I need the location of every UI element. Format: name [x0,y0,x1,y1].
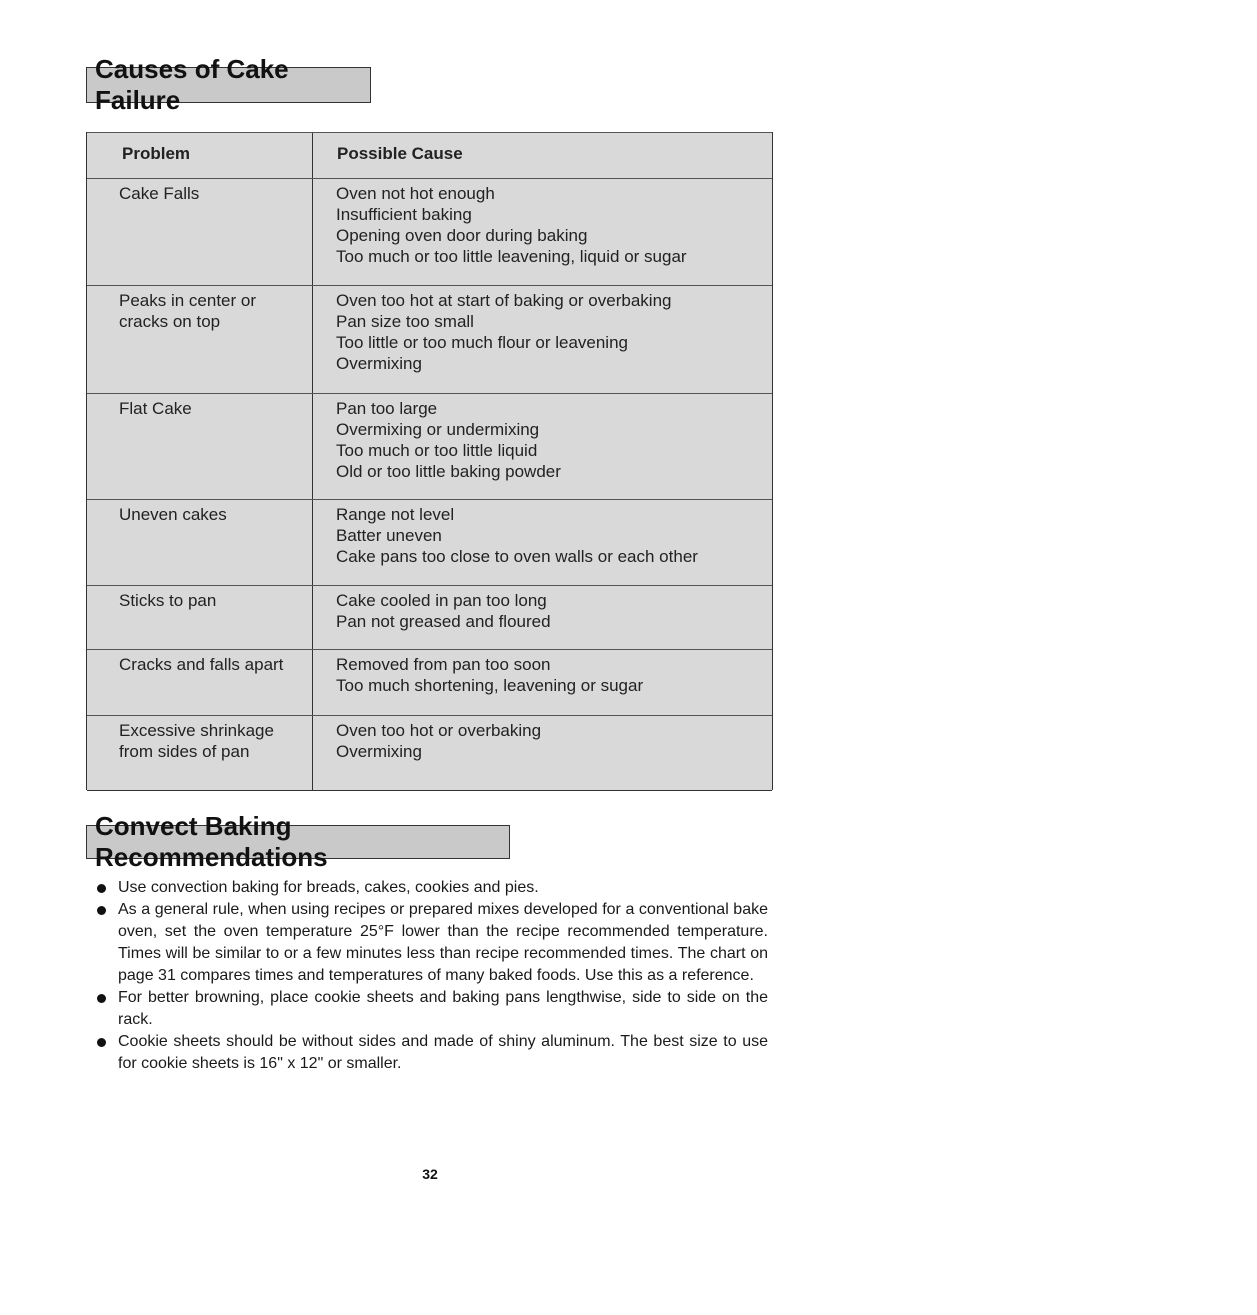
cause-cell [336,590,764,632]
cause-line: Batter uneven [336,526,442,545]
cause-line: Old or too little baking powder [336,462,561,481]
recommendation-text: For better browning, place cookie sheets and baking pans lengthwise, side to side on the rack. [118,989,768,1028]
cause-line: Overmixing [336,742,422,761]
cause-cell [336,654,764,696]
problem-cell: Cake Falls [119,184,200,203]
problem-cell: Excessive shrinkage from sides of pan [119,721,274,761]
cause-line: Oven not hot enough [336,184,495,203]
list-item [96,899,768,987]
cause-line: Opening oven door during baking [336,226,588,245]
page-number: 32 [422,1166,438,1182]
cause-cell [336,504,764,567]
table-row [87,585,772,650]
list-item [96,877,768,899]
cause-line: Overmixing or undermixing [336,420,540,439]
bullet-icon [97,994,106,1003]
cause-cell [336,398,764,482]
cause-line: Too much or too little leavening, liquid or sugar [336,247,687,266]
cause-line: Oven too hot or overbaking [336,721,542,740]
table-row [87,649,772,716]
cause-line: Cake pans too close to oven walls or each other [336,547,698,566]
table-row [87,285,772,394]
header-problem: Problem [122,144,191,163]
cause-cell [336,183,764,267]
list-item [96,1031,768,1075]
recommendations-list [96,877,768,1075]
cause-cell [336,290,764,374]
recommendation-text: As a general rule, when using recipes or prepared mixes developed for a conventional bake oven, set the oven temperature 25°F lower than the recipe recommended temperature. Times will be similar to or a few minutes less than recipe recommended times. The chart on page 31 compares times and temperatures of many baked foods. Use this as a reference. [118,901,768,984]
bullet-icon [97,884,106,893]
table-header-row [87,132,772,179]
cause-line: Overmixing [336,354,422,373]
bullet-icon [97,1038,106,1047]
problem-cell: Sticks to pan [119,591,217,610]
cause-line: Oven too hot at start of baking or overbaking [336,291,672,310]
header-possible-cause: Possible Cause [337,144,463,163]
table-row [87,499,772,586]
problem-cell: Uneven cakes [119,505,227,524]
table-row [87,393,772,500]
cause-line: Pan too large [336,399,438,418]
table-row [87,178,772,286]
problem-cell: Cracks and falls apart [119,655,284,674]
table-row [87,715,772,791]
cake-failure-table [86,132,773,790]
cause-line: Cake cooled in pan too long [336,591,547,610]
cause-line: Range not level [336,505,455,524]
heading-causes-of-cake-failure: Causes of Cake Failure [86,67,371,103]
recommendation-text: Cookie sheets should be without sides and made of shiny aluminum. The best size to use for cookie sheets is 16" x 12" or smaller. [118,1033,768,1072]
heading-convect-baking-recommendations: Convect Baking Recommendations [86,825,510,859]
cause-line: Too little or too much flour or leavening [336,333,628,352]
cause-line: Pan size too small [336,312,474,331]
cause-cell [336,720,764,762]
cause-line: Removed from pan too soon [336,655,551,674]
cause-line: Pan not greased and floured [336,612,551,631]
list-item [96,987,768,1031]
problem-cell: Flat Cake [119,399,192,418]
cause-line: Insufficient baking [336,205,472,224]
problem-cell: Peaks in center or cracks on top [119,291,257,331]
cause-line: Too much or too little liquid [336,441,538,460]
cause-line: Too much shortening, leavening or sugar [336,676,644,695]
bullet-icon [97,906,106,915]
recommendation-text: Use convection baking for breads, cakes, cookies and pies. [118,879,539,896]
